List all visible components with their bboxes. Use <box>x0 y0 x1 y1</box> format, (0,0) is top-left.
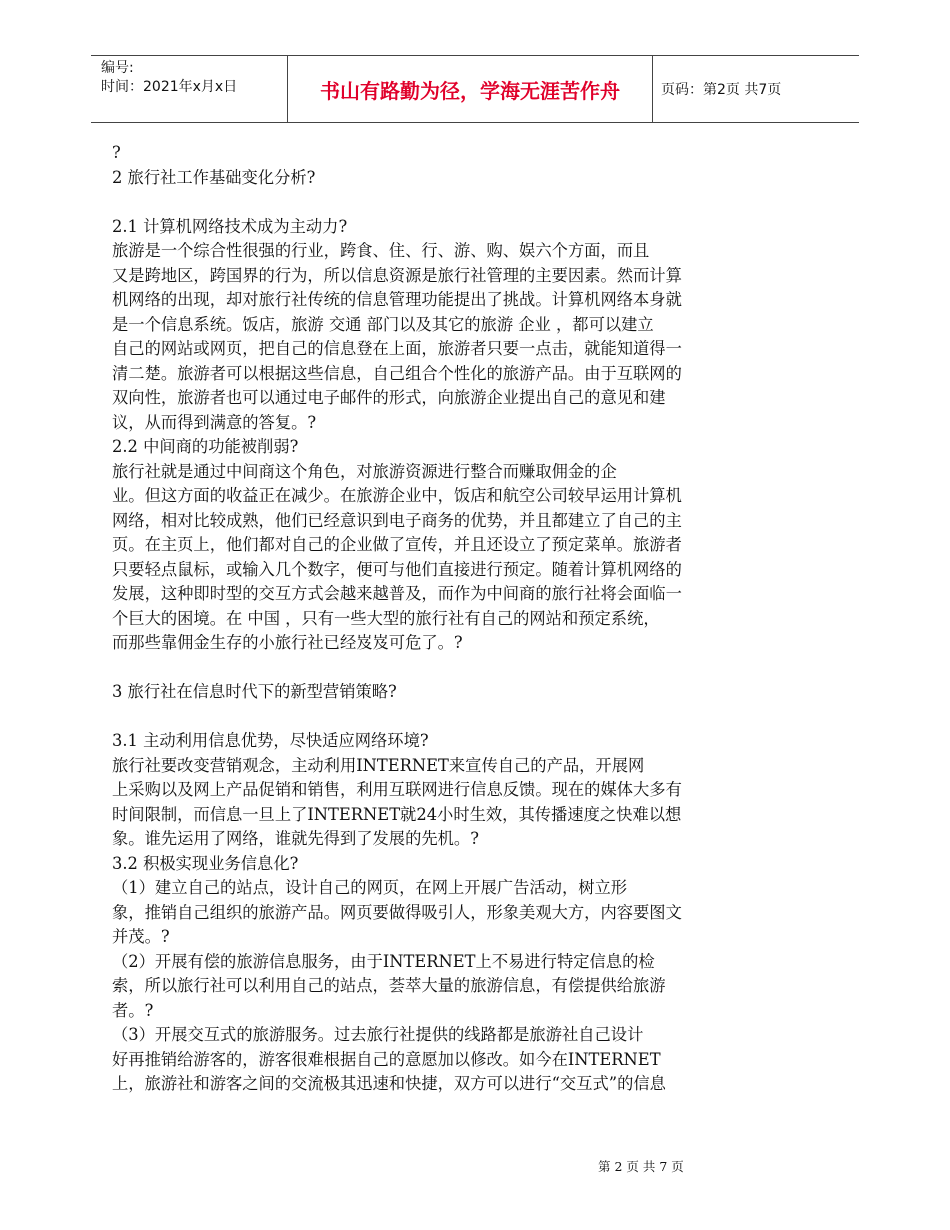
text-line: 清二楚。旅游者可以根据这些信息，自己组合个性化的旅游产品。由于互联网的 <box>112 363 682 383</box>
number-label: 编号: <box>101 60 134 76</box>
text-line: 议，从而得到满意的答复。? <box>112 412 317 432</box>
header-page-label: 页码：第2页 共7页 <box>661 82 782 98</box>
time-label: 时间：2021年x月x日 <box>101 79 238 95</box>
text-line: 象，推销自己组织的旅游产品。网页要做得吸引人，形象美观大方，内容要图文 <box>112 902 682 922</box>
text-line: 只要轻点鼠标，或输入几个数字，便可与他们直接进行预定。随着计算机网络的 <box>112 559 682 579</box>
text-line: 业。但这方面的收益正在减少。在旅游企业中，饭店和航空公司较早运用计算机 <box>112 486 682 505</box>
text-line: 并茂。? <box>112 927 170 946</box>
text-line: 发展，这种即时型的交互方式会越来越普及，而作为中间商的旅行社将会面临一 <box>112 584 682 603</box>
text-line: （1）建立自己的站点，设计自己的网页，在网上开展广告活动，树立形 <box>112 878 628 897</box>
text-line: 上，旅游社和游客之间的交流极其迅速和快捷，双方可以进行“交互式”的信息 <box>112 1074 666 1093</box>
text-line: 旅行社要改变营销观念，主动利用INTERNET来宣传自己的产品，开展网 <box>112 755 645 775</box>
text-line: ? <box>112 143 121 162</box>
blank-line <box>112 190 767 215</box>
text-line: 3.2 积极实现业务信息化? <box>112 853 299 873</box>
page-footer: 第 2 页 共 7 页 <box>598 1159 684 1174</box>
text-line: 者。? <box>112 1000 154 1020</box>
header-motto: 书山有路勤为径，学海无涯苦作舟 <box>287 56 653 122</box>
document-body <box>112 141 767 1097</box>
text-line: 2.1 计算机网络技术成为主动力? <box>112 216 348 236</box>
text-line: 网络，相对比较成熟，他们已经意识到电子商务的优势，并且都建立了自己的主 <box>112 510 682 530</box>
text-line: 索，所以旅行社可以利用自己的站点，荟萃大量的旅游信息，有偿提供给旅游 <box>112 976 666 995</box>
header-meta <box>91 56 287 122</box>
text-line: 自己的网站或网页，把自己的信息登在上面，旅游者只要一点击，就能知道得一 <box>112 339 682 358</box>
text-line: 个巨大的困境。在 中国 ，只有一些大型的旅行社有自己的网站和预定系统， <box>112 608 660 628</box>
text-line: 3.1 主动利用信息优势，尽快适应网络环境? <box>112 731 429 750</box>
page-header <box>91 55 859 123</box>
text-line: 而那些靠佣金生存的小旅行社已经岌岌可危了。? <box>112 633 463 652</box>
text-line: 象。谁先运用了网络，谁就先得到了发展的先机。? <box>112 829 479 848</box>
text-line: 又是跨地区，跨国界的行为，所以信息资源是旅行社管理的主要因素。然而计算 <box>112 265 682 285</box>
text-line: 是一个信息系统。饭店，旅游 交通 部门以及其它的旅游 企业 ，都可以建立 <box>112 314 654 334</box>
blank-line <box>112 705 767 730</box>
text-line: 好再推销给游客的，游客很难根据自己的意愿加以修改。如今在INTERNET <box>112 1049 661 1069</box>
text-line: 双向性，旅游者也可以通过电子邮件的形式，向旅游企业提出自己的意见和建 <box>112 388 666 407</box>
text-line: 2 旅行社工作基础变化分析? <box>112 167 316 187</box>
text-line: 3 旅行社在信息时代下的新型营销策略? <box>112 682 397 701</box>
text-line: 上采购以及网上产品促销和销售，利用互联网进行信息反馈。现在的媒体大多有 <box>112 780 682 799</box>
text-line: 时间限制，而信息一旦上了INTERNET就24小时生效，其传播速度之快难以想 <box>112 804 682 824</box>
text-line: 机网络的出现，却对旅行社传统的信息管理功能提出了挑战。计算机网络本身就 <box>112 290 682 309</box>
blank-line <box>112 656 767 681</box>
text-line: （2）开展有偿的旅游信息服务，由于INTERNET上不易进行特定信息的检 <box>112 951 655 971</box>
text-line: 2.2 中间商的功能被削弱? <box>112 437 299 456</box>
text-line: （3）开展交互式的旅游服务。过去旅行社提供的线路都是旅游社自己设计 <box>112 1025 644 1044</box>
text-line: 旅行社就是通过中间商这个角色，对旅游资源进行整合而赚取佣金的企 <box>112 461 617 481</box>
text-line: 页。在主页上，他们都对自己的企业做了宣传，并且还设立了预定菜单。旅游者 <box>112 535 682 554</box>
text-line: 旅游是一个综合性很强的行业，跨食、住、行、游、购、娱六个方面，而且 <box>112 241 650 260</box>
